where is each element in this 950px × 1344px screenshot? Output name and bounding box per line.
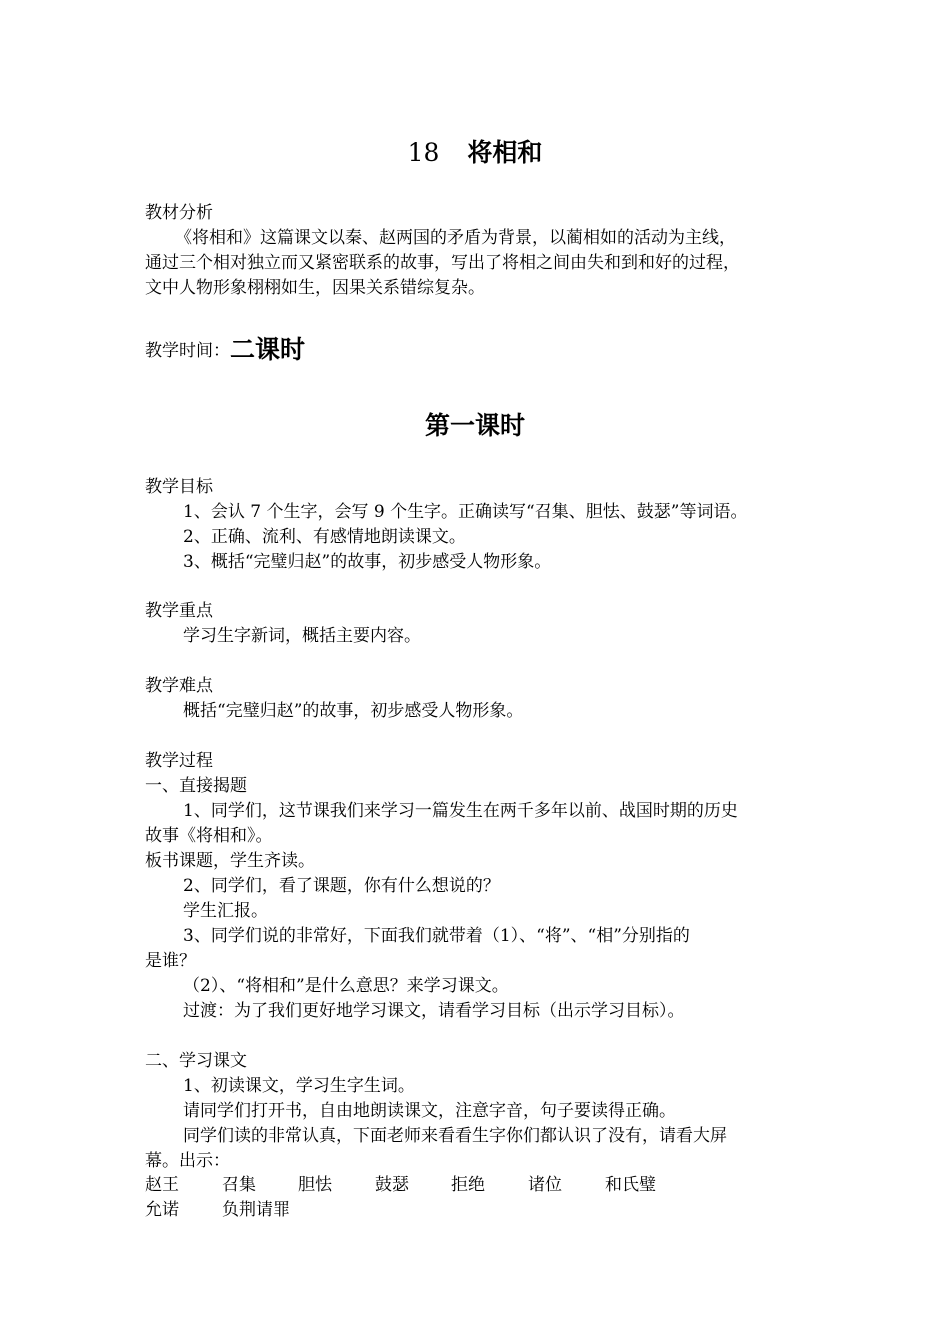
- part1-heading: 一、直接揭题: [145, 776, 247, 796]
- part1-line: 是谁？: [145, 951, 196, 971]
- vocab-word: 召集: [222, 1175, 256, 1195]
- analysis-heading: 教材分析: [145, 203, 213, 223]
- part1-line: （2）、“将相和”是什么意思？来学习课文。: [183, 976, 509, 996]
- teaching-time: [145, 335, 306, 364]
- part1-line: 3、同学们说的非常好，下面我们就带着（1）、“将”、“相”分别指的: [183, 926, 690, 946]
- goal-item: 2、正确、流利、有感情地朗读课文。: [183, 527, 466, 547]
- vocab-word: 允诺: [145, 1200, 179, 1220]
- vocab-word: 拒绝: [451, 1175, 485, 1195]
- focus-text: 学习生字新词，概括主要内容。: [183, 626, 421, 646]
- part1-line: 过渡：为了我们更好地学习课文，请看学习目标（出示学习目标）。: [183, 1001, 685, 1021]
- lesson-number: 18: [407, 138, 440, 167]
- vocab-word: 诸位: [528, 1175, 562, 1195]
- part2-line: 请同学们打开书，自由地朗读课文，注意字音，句子要读得正确。: [183, 1101, 676, 1121]
- section-title: 第一课时: [424, 411, 525, 440]
- analysis-line: 《将相和》这篇课文以秦、赵两国的矛盾为背景，以蔺相如的活动为主线，: [175, 228, 736, 248]
- part1-line: 1、同学们，这节课我们来学习一篇发生在两千多年以前、战国时期的历史: [183, 801, 738, 821]
- analysis-line: 通过三个相对独立而又紧密联系的故事，写出了将相之间由失和到和好的过程，: [145, 253, 740, 273]
- goals-heading: 教学目标: [145, 477, 213, 497]
- part1-line: 板书课题，学生齐读。: [145, 851, 315, 871]
- part1-line: 学生汇报。: [183, 901, 268, 921]
- process-heading: 教学过程: [145, 751, 213, 771]
- focus-heading: 教学重点: [145, 601, 213, 621]
- lesson-title-text: 将相和: [467, 138, 543, 167]
- vocab-word: 负荆请罪: [222, 1200, 290, 1220]
- difficulty-heading: 教学难点: [145, 676, 213, 696]
- difficulty-text: 概括“完璧归赵”的故事，初步感受人物形象。: [183, 701, 524, 721]
- part1-line: 2、同学们，看了课题，你有什么想说的？: [183, 876, 500, 896]
- vocab-word: 鼓瑟: [375, 1175, 409, 1195]
- part1-line: 故事《将相和》。: [145, 826, 273, 846]
- goal-item: 3、概括“完璧归赵”的故事，初步感受人物形象。: [183, 552, 552, 572]
- vocab-word: 赵王: [145, 1175, 179, 1195]
- analysis-line: 文中人物形象栩栩如生，因果关系错综复杂。: [145, 278, 485, 298]
- vocab-word: 和氏璧: [605, 1175, 656, 1195]
- teaching-time-label: 教学时间：: [145, 341, 230, 361]
- part2-line: 同学们读的非常认真，下面老师来看看生字你们都认识了没有，请看大屏: [183, 1126, 727, 1146]
- part2-line: 幕。出示：: [145, 1151, 230, 1171]
- goal-item: 1、会认 7 个生字，会写 9 个生字。正确读写“召集、胆怯、鼓瑟”等词语。: [183, 502, 748, 522]
- part2-heading: 二、学习课文: [145, 1051, 247, 1071]
- teaching-time-value: 二课时: [230, 335, 306, 364]
- vocab-word: 胆怯: [298, 1175, 332, 1195]
- part2-line: 1、初读课文，学习生字生词。: [183, 1076, 415, 1096]
- lesson-title: [145, 137, 805, 169]
